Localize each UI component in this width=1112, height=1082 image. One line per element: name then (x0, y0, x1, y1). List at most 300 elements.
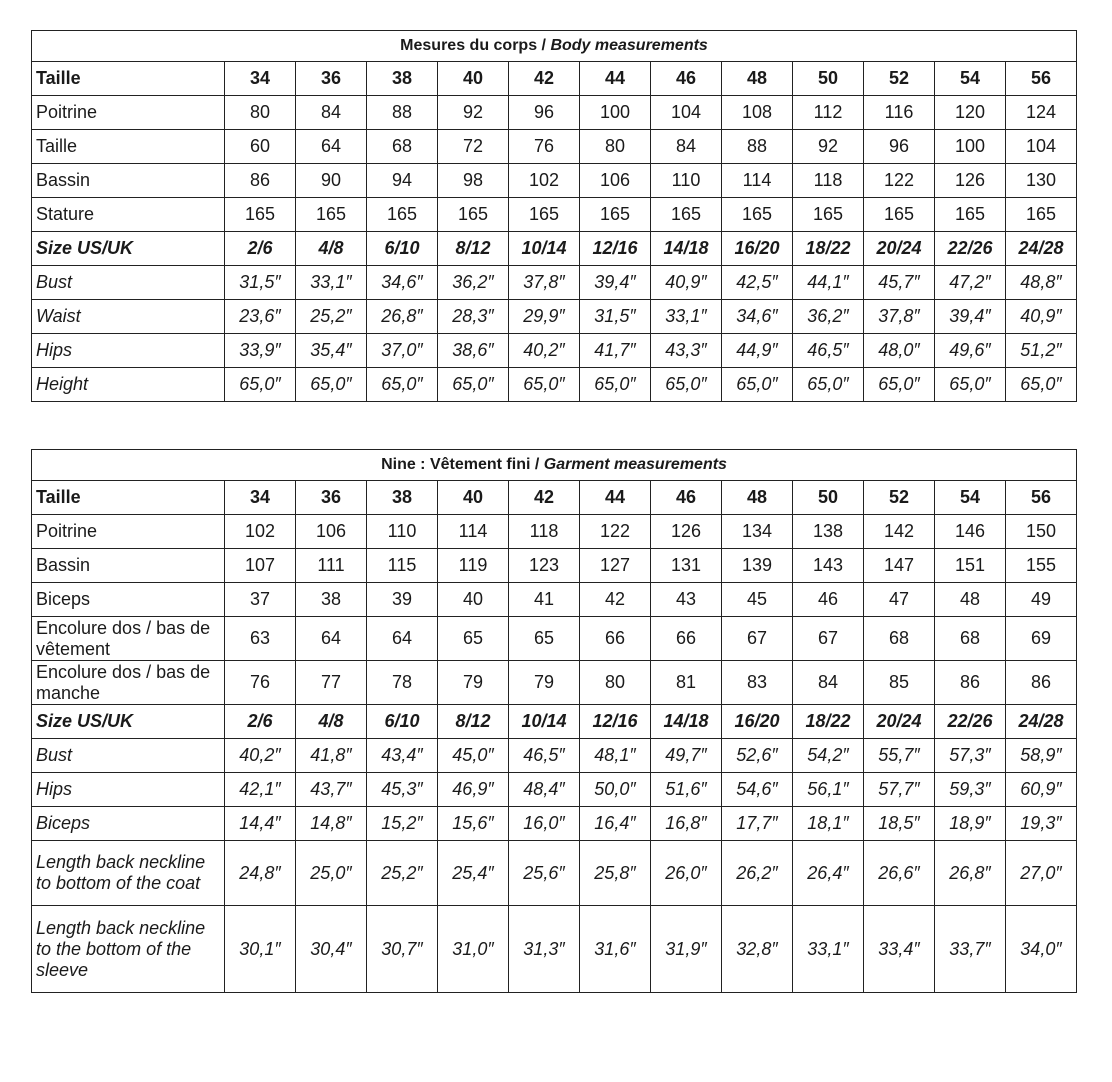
table-cell: 139 (722, 549, 793, 583)
table-cell: 2/6 (225, 232, 296, 266)
table-row (32, 62, 1077, 96)
table-cell: 112 (793, 96, 864, 130)
table-title-row (32, 31, 1077, 62)
table-cell: 165 (864, 198, 935, 232)
table-cell: 29,9″ (509, 300, 580, 334)
table-cell: 46,9″ (438, 773, 509, 807)
table-cell: 40,9″ (651, 266, 722, 300)
body-measurements-table (31, 30, 1077, 402)
table-cell: 67 (722, 617, 793, 661)
table-cell: 24/28 (1006, 232, 1077, 266)
table-cell: 165 (651, 198, 722, 232)
table-cell: 134 (722, 515, 793, 549)
table-cell: 65,0″ (509, 368, 580, 402)
table-cell: 119 (438, 549, 509, 583)
table-cell: 86 (935, 661, 1006, 705)
table-cell: 116 (864, 96, 935, 130)
table-row (32, 198, 1077, 232)
table-cell: 17,7″ (722, 807, 793, 841)
table-cell: 34 (225, 62, 296, 96)
row-label: Bust (32, 266, 225, 300)
table-cell: 41 (509, 583, 580, 617)
table-cell: 34,6″ (367, 266, 438, 300)
table-cell: 98 (438, 164, 509, 198)
table-cell: 36,2″ (793, 300, 864, 334)
table-cell: 4/8 (296, 705, 367, 739)
table-cell: 86 (225, 164, 296, 198)
table-title-row (32, 450, 1077, 481)
table-cell: 44,1″ (793, 266, 864, 300)
table-cell: 27,0″ (1006, 841, 1077, 906)
table-cell: 4/8 (296, 232, 367, 266)
table-cell: 18/22 (793, 232, 864, 266)
table-row (32, 481, 1077, 515)
table-cell: 146 (935, 515, 1006, 549)
table-cell: 8/12 (438, 705, 509, 739)
row-label: Length back neckline to the bottom of the sleeve (32, 906, 225, 993)
row-label: Length back neckline to bottom of the coat (32, 841, 225, 906)
table-cell: 25,8″ (580, 841, 651, 906)
table-row (32, 130, 1077, 164)
table-cell: 65 (438, 617, 509, 661)
table-row (32, 773, 1077, 807)
row-label: Bust (32, 739, 225, 773)
table-cell: 76 (509, 130, 580, 164)
table-cell: 14,8″ (296, 807, 367, 841)
table-cell: 104 (651, 96, 722, 130)
table-row (32, 266, 1077, 300)
table-cell: 56 (1006, 481, 1077, 515)
table-cell: 65,0″ (580, 368, 651, 402)
table-cell: 54 (935, 481, 1006, 515)
table-cell: 56 (1006, 62, 1077, 96)
table-row (32, 807, 1077, 841)
table-cell: 10/14 (509, 232, 580, 266)
table-cell: 110 (367, 515, 438, 549)
table-cell: 42 (509, 62, 580, 96)
table-cell: 15,6″ (438, 807, 509, 841)
table-cell: 165 (509, 198, 580, 232)
table-cell: 10/14 (509, 705, 580, 739)
table-cell: 45 (722, 583, 793, 617)
table-cell: 38 (367, 481, 438, 515)
table-cell: 46 (651, 62, 722, 96)
table-cell: 47 (864, 583, 935, 617)
table-cell: 120 (935, 96, 1006, 130)
table-cell: 58,9″ (1006, 739, 1077, 773)
table-cell: 2/6 (225, 705, 296, 739)
table-cell: 48 (722, 481, 793, 515)
table-cell: 40 (438, 583, 509, 617)
table-cell: 31,0″ (438, 906, 509, 993)
table-cell: 36 (296, 481, 367, 515)
table-cell: 102 (225, 515, 296, 549)
table-cell: 6/10 (367, 705, 438, 739)
table-cell: 31,3″ (509, 906, 580, 993)
table-cell: 20/24 (864, 232, 935, 266)
table-cell: 47,2″ (935, 266, 1006, 300)
table-cell: 64 (296, 617, 367, 661)
table-cell: 65,0″ (296, 368, 367, 402)
table-cell: 84 (793, 661, 864, 705)
table-cell: 33,9″ (225, 334, 296, 368)
table-cell: 138 (793, 515, 864, 549)
table-cell: 8/12 (438, 232, 509, 266)
table-cell: 39,4″ (580, 266, 651, 300)
table-cell: 143 (793, 549, 864, 583)
table-row (32, 164, 1077, 198)
table-cell: 63 (225, 617, 296, 661)
table-cell: 37,8″ (864, 300, 935, 334)
row-label: Size US/UK (32, 705, 225, 739)
table-cell: 48,4″ (509, 773, 580, 807)
table-cell: 79 (438, 661, 509, 705)
table-cell: 37,0″ (367, 334, 438, 368)
table-cell: 20/24 (864, 705, 935, 739)
table-cell: 37,8″ (509, 266, 580, 300)
table-cell: 65,0″ (864, 368, 935, 402)
table-cell: 57,3″ (935, 739, 1006, 773)
table-cell: 165 (935, 198, 1006, 232)
table-cell: 92 (438, 96, 509, 130)
table-cell: 88 (367, 96, 438, 130)
table-cell: 33,1″ (651, 300, 722, 334)
table-cell: 108 (722, 96, 793, 130)
table-cell: 68 (864, 617, 935, 661)
table-cell: 26,0″ (651, 841, 722, 906)
table-cell: 65,0″ (367, 368, 438, 402)
table-cell: 16/20 (722, 232, 793, 266)
table-cell: 65,0″ (651, 368, 722, 402)
table-cell: 25,2″ (296, 300, 367, 334)
table-cell: 24/28 (1006, 705, 1077, 739)
table-cell: 46,5″ (509, 739, 580, 773)
table-cell: 165 (1006, 198, 1077, 232)
table-cell: 44,9″ (722, 334, 793, 368)
table-cell: 165 (722, 198, 793, 232)
row-label: Hips (32, 334, 225, 368)
table-cell: 127 (580, 549, 651, 583)
table-cell: 106 (296, 515, 367, 549)
table-cell: 42 (509, 481, 580, 515)
table-cell: 40 (438, 481, 509, 515)
table-cell: 110 (651, 164, 722, 198)
table-cell: 28,3″ (438, 300, 509, 334)
row-label: Waist (32, 300, 225, 334)
table-cell: 14/18 (651, 705, 722, 739)
table-cell: 31,6″ (580, 906, 651, 993)
table-cell: 24,8″ (225, 841, 296, 906)
table-cell: 165 (438, 198, 509, 232)
row-label: Taille (32, 481, 225, 515)
table-cell: 33,1″ (296, 266, 367, 300)
table-cell: 32,8″ (722, 906, 793, 993)
table-cell: 84 (296, 96, 367, 130)
table-cell: 122 (580, 515, 651, 549)
table-cell: 92 (793, 130, 864, 164)
table-cell: 165 (793, 198, 864, 232)
table-cell: 65,0″ (722, 368, 793, 402)
table-cell: 18/22 (793, 705, 864, 739)
table-cell: 65,0″ (935, 368, 1006, 402)
table-cell: 118 (793, 164, 864, 198)
table-cell: 96 (509, 96, 580, 130)
table-cell: 69 (1006, 617, 1077, 661)
table-cell: 52,6″ (722, 739, 793, 773)
table-cell: 126 (935, 164, 1006, 198)
table-cell: 16,0″ (509, 807, 580, 841)
table-cell: 51,6″ (651, 773, 722, 807)
table-cell: 123 (509, 549, 580, 583)
row-label: Size US/UK (32, 232, 225, 266)
row-label: Poitrine (32, 515, 225, 549)
table-cell: 80 (580, 661, 651, 705)
table-cell: 36,2″ (438, 266, 509, 300)
table-cell: 52 (864, 62, 935, 96)
table-cell: 100 (580, 96, 651, 130)
table-cell: 41,8″ (296, 739, 367, 773)
row-label: Taille (32, 130, 225, 164)
table-cell: 59,3″ (935, 773, 1006, 807)
table-row (32, 583, 1077, 617)
table-cell: 33,1″ (793, 906, 864, 993)
table-cell: 104 (1006, 130, 1077, 164)
table-row (32, 334, 1077, 368)
table-cell: 94 (367, 164, 438, 198)
row-label: Poitrine (32, 96, 225, 130)
table-cell: 56,1″ (793, 773, 864, 807)
table-cell: 77 (296, 661, 367, 705)
table-cell: 147 (864, 549, 935, 583)
table-cell: 26,4″ (793, 841, 864, 906)
table-cell: 79 (509, 661, 580, 705)
table-cell: 45,3″ (367, 773, 438, 807)
table-cell: 14,4″ (225, 807, 296, 841)
table-cell: 67 (793, 617, 864, 661)
table-cell: 65,0″ (225, 368, 296, 402)
table-cell: 126 (651, 515, 722, 549)
table-cell: 64 (296, 130, 367, 164)
table-cell: 52 (864, 481, 935, 515)
row-label: Bassin (32, 164, 225, 198)
table-row (32, 617, 1077, 661)
table-cell: 26,8″ (367, 300, 438, 334)
table-cell: 46,5″ (793, 334, 864, 368)
table-cell: 46 (793, 583, 864, 617)
table-cell: 43 (651, 583, 722, 617)
table-cell: 107 (225, 549, 296, 583)
table-cell: 26,8″ (935, 841, 1006, 906)
table-cell: 40,2″ (225, 739, 296, 773)
table-cell: 18,9″ (935, 807, 1006, 841)
table-cell: 23,6″ (225, 300, 296, 334)
table-cell: 130 (1006, 164, 1077, 198)
table-cell: 16,4″ (580, 807, 651, 841)
table-cell: 65,0″ (1006, 368, 1077, 402)
table-cell: 142 (864, 515, 935, 549)
table-cell: 30,4″ (296, 906, 367, 993)
table-row (32, 739, 1077, 773)
row-label: Encolure dos / bas de manche (32, 661, 225, 705)
table-cell: 106 (580, 164, 651, 198)
table-cell: 41,7″ (580, 334, 651, 368)
table-cell: 43,3″ (651, 334, 722, 368)
table-cell: 86 (1006, 661, 1077, 705)
table-cell: 80 (225, 96, 296, 130)
table-cell: 19,3″ (1006, 807, 1077, 841)
table-cell: 54 (935, 62, 1006, 96)
table-cell: 16/20 (722, 705, 793, 739)
table-cell: 155 (1006, 549, 1077, 583)
table-cell: 60 (225, 130, 296, 164)
table-cell: 30,1″ (225, 906, 296, 993)
table-cell: 115 (367, 549, 438, 583)
table-cell: 38 (296, 583, 367, 617)
table-row (32, 368, 1077, 402)
table-cell: 42,1″ (225, 773, 296, 807)
row-label: Height (32, 368, 225, 402)
table-cell: 22/26 (935, 705, 1006, 739)
table-cell: 66 (580, 617, 651, 661)
table-cell: 43,7″ (296, 773, 367, 807)
table-cell: 37 (225, 583, 296, 617)
table-cell: 88 (722, 130, 793, 164)
table-cell: 35,4″ (296, 334, 367, 368)
table-cell: 102 (509, 164, 580, 198)
table-cell: 34,6″ (722, 300, 793, 334)
row-label: Taille (32, 62, 225, 96)
table-cell: 66 (651, 617, 722, 661)
table-cell: 81 (651, 661, 722, 705)
table-cell: 54,6″ (722, 773, 793, 807)
table-cell: 83 (722, 661, 793, 705)
table-cell: 50,0″ (580, 773, 651, 807)
table-cell: 68 (935, 617, 1006, 661)
table-row (32, 661, 1077, 705)
table-cell: 84 (651, 130, 722, 164)
table-cell: 165 (367, 198, 438, 232)
table-cell: 57,7″ (864, 773, 935, 807)
row-label: Bassin (32, 549, 225, 583)
table-cell: 22/26 (935, 232, 1006, 266)
table-cell: 31,9″ (651, 906, 722, 993)
table-cell: 39,4″ (935, 300, 1006, 334)
table-cell: 48,0″ (864, 334, 935, 368)
table-cell: 25,0″ (296, 841, 367, 906)
table-row (32, 705, 1077, 739)
table-cell: 124 (1006, 96, 1077, 130)
table-cell: 49 (1006, 583, 1077, 617)
table-cell: 34 (225, 481, 296, 515)
table-cell: 76 (225, 661, 296, 705)
row-label: Encolure dos / bas de vêtement (32, 617, 225, 661)
table-row (32, 96, 1077, 130)
table-cell: 100 (935, 130, 1006, 164)
table-cell: 25,6″ (509, 841, 580, 906)
table-cell: 78 (367, 661, 438, 705)
table-cell: 72 (438, 130, 509, 164)
table-cell: 65,0″ (438, 368, 509, 402)
table-row (32, 515, 1077, 549)
table-cell: 18,1″ (793, 807, 864, 841)
table-cell: 42,5″ (722, 266, 793, 300)
table-cell: 68 (367, 130, 438, 164)
table-row (32, 300, 1077, 334)
table-cell: 50 (793, 481, 864, 515)
table-cell: 45,7″ (864, 266, 935, 300)
table-cell: 36 (296, 62, 367, 96)
table-cell: 26,6″ (864, 841, 935, 906)
table-cell: 34,0″ (1006, 906, 1077, 993)
table-cell: 114 (722, 164, 793, 198)
table-cell: 6/10 (367, 232, 438, 266)
table-cell: 165 (580, 198, 651, 232)
table-cell: 18,5″ (864, 807, 935, 841)
table-cell: 118 (509, 515, 580, 549)
table-cell: 122 (864, 164, 935, 198)
table-cell: 38,6″ (438, 334, 509, 368)
table-cell: 15,2″ (367, 807, 438, 841)
table-cell: 131 (651, 549, 722, 583)
table-cell: 151 (935, 549, 1006, 583)
table-cell: 48 (935, 583, 1006, 617)
row-label: Stature (32, 198, 225, 232)
table-title: Mesures du corps / Body measurements (32, 31, 1077, 62)
table-cell: 26,2″ (722, 841, 793, 906)
table-cell: 40,2″ (509, 334, 580, 368)
table-cell: 48,8″ (1006, 266, 1077, 300)
table-cell: 96 (864, 130, 935, 164)
table-cell: 14/18 (651, 232, 722, 266)
table-cell: 45,0″ (438, 739, 509, 773)
table-cell: 64 (367, 617, 438, 661)
table-cell: 50 (793, 62, 864, 96)
table-cell: 40 (438, 62, 509, 96)
table-cell: 85 (864, 661, 935, 705)
table-cell: 40,9″ (1006, 300, 1077, 334)
table-cell: 65,0″ (793, 368, 864, 402)
table-cell: 90 (296, 164, 367, 198)
table-row (32, 841, 1077, 906)
table-cell: 12/16 (580, 232, 651, 266)
table-title: Nine : Vêtement fini / Garment measurements (32, 450, 1077, 481)
table-cell: 65 (509, 617, 580, 661)
table-cell: 60,9″ (1006, 773, 1077, 807)
table-cell: 48,1″ (580, 739, 651, 773)
table-cell: 43,4″ (367, 739, 438, 773)
table-cell: 80 (580, 130, 651, 164)
table-cell: 48 (722, 62, 793, 96)
table-cell: 114 (438, 515, 509, 549)
table-cell: 51,2″ (1006, 334, 1077, 368)
table-cell: 30,7″ (367, 906, 438, 993)
table-cell: 150 (1006, 515, 1077, 549)
table-cell: 38 (367, 62, 438, 96)
table-row (32, 549, 1077, 583)
table-cell: 111 (296, 549, 367, 583)
row-label: Biceps (32, 583, 225, 617)
table-cell: 54,2″ (793, 739, 864, 773)
table-cell: 31,5″ (580, 300, 651, 334)
table-cell: 44 (580, 481, 651, 515)
table-cell: 33,4″ (864, 906, 935, 993)
table-cell: 44 (580, 62, 651, 96)
table-cell: 31,5″ (225, 266, 296, 300)
table-cell: 49,6″ (935, 334, 1006, 368)
table-cell: 16,8″ (651, 807, 722, 841)
row-label: Biceps (32, 807, 225, 841)
table-cell: 39 (367, 583, 438, 617)
